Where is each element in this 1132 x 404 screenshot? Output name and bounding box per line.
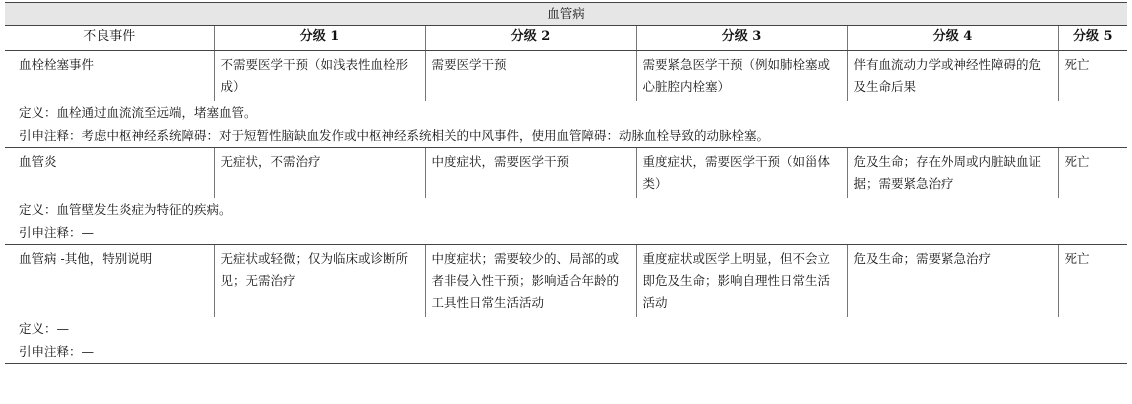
event-name: 血栓栓塞事件 <box>19 57 95 72</box>
header-grade-1: 分级 1 <box>214 26 425 51</box>
grade-3-cell: 重度症状或医学上明显，但不会立即危及生命；影响自理性日常生活活动 <box>636 245 847 318</box>
definition-label: 定义： <box>19 105 57 120</box>
header-grade-3: 分级 3 <box>636 26 847 51</box>
note-text: — <box>81 225 95 240</box>
grade-1-cell: 不需要医学干预（如浅表性血栓形成） <box>214 51 425 102</box>
definition-label: 定义： <box>19 202 57 217</box>
header-grade-2: 分级 2 <box>425 26 636 51</box>
grade-5-cell: 死亡 <box>1058 51 1127 102</box>
grade-3-cell: 需要紧急医学干预（例如肺栓塞或心脏腔内栓塞） <box>636 51 847 102</box>
grade-5-cell: 死亡 <box>1058 148 1127 199</box>
header-row <box>5 26 1127 51</box>
event-name: 血管病 -其他，特别说明 <box>5 245 214 318</box>
header-grade-5: 分级 5 <box>1058 26 1127 51</box>
definition-row <box>5 198 1127 221</box>
grade-2-cell: 需要医学干预 <box>425 51 636 102</box>
grade-4-cell: 危及生命；存在外周或内脏缺血证据；需要紧急治疗 <box>847 148 1058 199</box>
grade-2-cell: 中度症状，需要医学干预 <box>425 148 636 199</box>
definition-row <box>5 101 1127 124</box>
note-text: 考虑中枢神经系统障碍：对于短暂性脑缺血发作或中枢神经系统相关的中风事件，使用血管障碍：动脉血栓导致的动脉栓塞。 <box>81 128 770 143</box>
table-row <box>5 245 1127 318</box>
note-row <box>5 340 1127 364</box>
note-label: 引申注释： <box>19 225 82 240</box>
grade-1-cell: 无症状，不需治疗 <box>214 148 425 199</box>
grade-4-cell: 危及生命；需要紧急治疗 <box>847 245 1058 318</box>
grade-5-cell: 死亡 <box>1058 245 1127 318</box>
table-row <box>5 148 1127 199</box>
note-label: 引申注释： <box>19 128 82 143</box>
grade-4-cell: 伴有血流动力学或神经性障碍的危及生命后果 <box>847 51 1058 102</box>
table-row <box>5 51 1127 102</box>
grade-2-cell: 中度症状；需要较少的、局部的或者非侵入性干预；影响适合年龄的工具性日常生活活动 <box>425 245 636 318</box>
grade-1-cell: 无症状或轻微；仅为临床或诊断所见；无需治疗 <box>214 245 425 318</box>
note-row <box>5 124 1127 148</box>
grade-3-cell: 重度症状，需要医学干预（如甾体类） <box>636 148 847 199</box>
definition-text: 血栓通过血流流至远端，堵塞血管。 <box>56 105 257 120</box>
note-row <box>5 221 1127 245</box>
definition-text: 血管壁发生炎症为特征的疾病。 <box>56 202 232 217</box>
event-name: 血管炎 <box>5 148 214 199</box>
table-title-row <box>5 3 1127 26</box>
table-title: 血管病 <box>5 3 1127 26</box>
adverse-event-table <box>5 2 1127 364</box>
header-adverse-event: 不良事件 <box>5 26 214 51</box>
header-grade-4: 分级 4 <box>847 26 1058 51</box>
definition-text: — <box>56 321 70 336</box>
definition-row <box>5 317 1127 340</box>
note-text: — <box>81 344 95 359</box>
note-label: 引申注释： <box>19 344 82 359</box>
definition-label: 定义： <box>19 321 57 336</box>
